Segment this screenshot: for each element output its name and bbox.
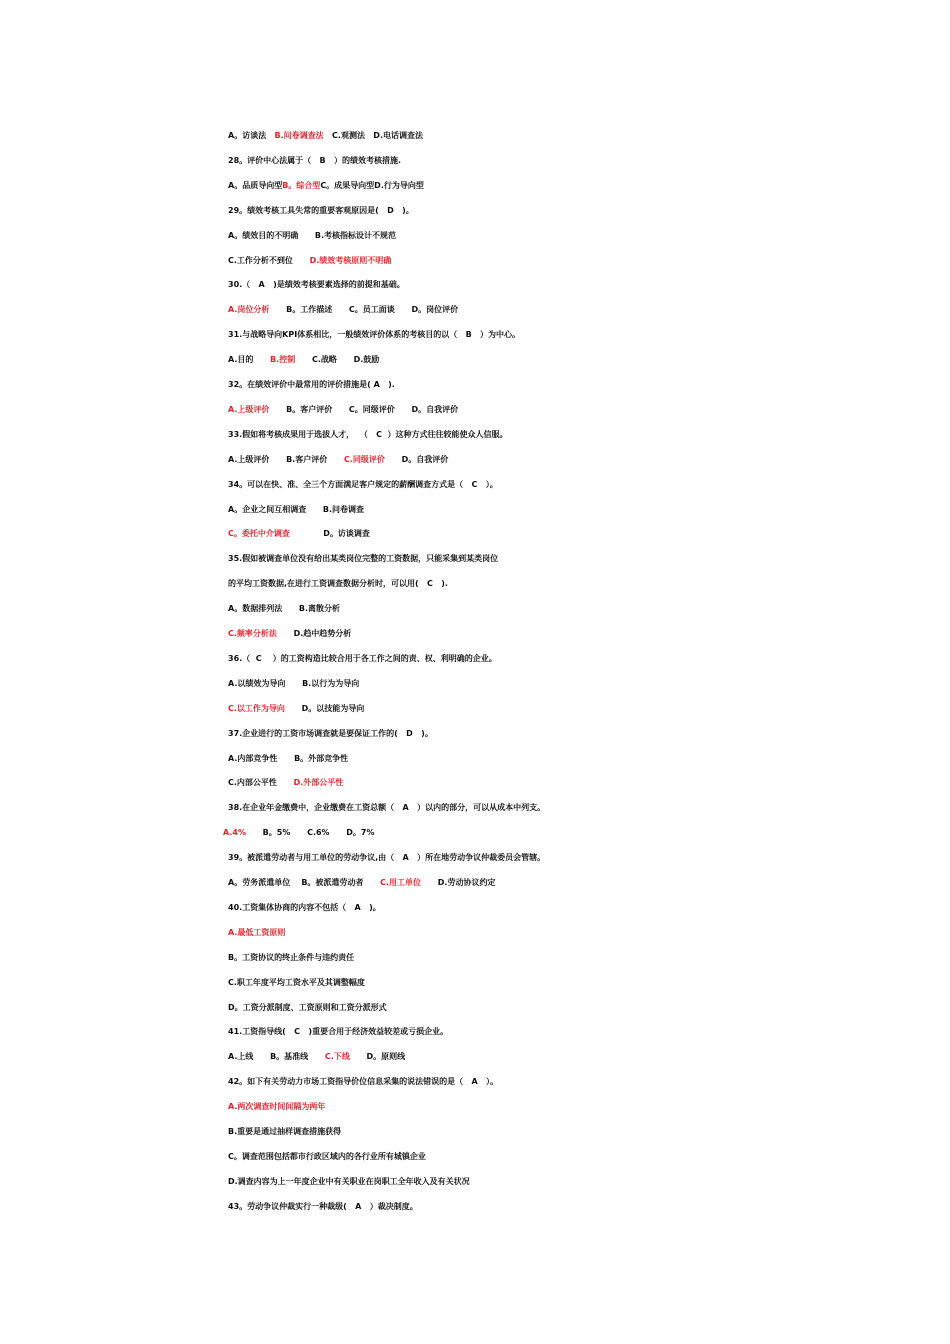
- line-text: D。以技能为导向: [284, 703, 365, 713]
- text-line: [228, 602, 340, 616]
- text-line: [228, 1125, 341, 1139]
- text-line: [228, 129, 423, 143]
- line-text: 35.假如被调查单位没有给出某类岗位完整的工资数据，只能采集到某类岗位: [228, 554, 499, 564]
- text-line: [228, 1025, 448, 1039]
- text-line: [228, 1150, 426, 1164]
- line-text: C。调查范围包括都市行政区域内的各行业所有城镇企业: [228, 1151, 426, 1161]
- line-text: A。品质导向型: [228, 180, 283, 190]
- text-line: [228, 1175, 470, 1189]
- text-line: [228, 428, 508, 442]
- answer-text: C.频率分析法: [228, 629, 277, 638]
- text-line: [228, 1075, 498, 1089]
- line-text: A.上级评价 B.客户评价: [228, 454, 344, 464]
- line-text: C.观测法 D.电话调查法: [323, 131, 423, 140]
- text-line: [228, 328, 520, 342]
- text-line: [228, 1100, 325, 1114]
- line-text: 41.工资指导线( C )重要合用于经济效益较差或亏损企业。: [228, 1027, 449, 1037]
- answer-text: B.问卷调查法: [274, 131, 324, 140]
- line-text: 34。可以在快、准、全三个方面满足客户规定的薪酬调查方式是（ C ）。: [228, 479, 498, 489]
- text-line: [228, 1001, 387, 1015]
- line-text: C.战略 D.鼓励: [295, 355, 380, 365]
- text-line: [228, 353, 379, 367]
- line-text: D.调查内容为上一年度企业中有关职业在岗职工全年收入及有关状况: [228, 1176, 470, 1186]
- line-text: B.重要是通过抽样调查措施获得: [228, 1127, 342, 1136]
- text-line: [228, 951, 354, 965]
- line-text: A。企业之间互相调查 B.问卷调查: [228, 504, 365, 514]
- answer-text: A.最低工资原则: [228, 927, 286, 937]
- text-line: [228, 552, 498, 566]
- line-text: B。客户评价 C。同级评价 D。自我评价: [269, 404, 459, 414]
- text-line: [228, 1200, 418, 1214]
- line-text: 29。绩效考核工具失常的重要客观原因是( D )。: [228, 205, 414, 215]
- answer-text: C.下线: [324, 1052, 350, 1062]
- line-text: D。自我评价: [384, 454, 449, 464]
- text-line: [223, 826, 375, 840]
- text-line: [228, 204, 414, 218]
- line-text: 37.企业进行的工资市场调查就是要保证工作的( D )。: [228, 728, 433, 738]
- line-text: A。数据排列法 B.离散分析: [228, 604, 341, 614]
- line-text: C。成果导向型D.行为导向型: [320, 180, 424, 190]
- text-line: [228, 278, 405, 292]
- text-line: [228, 702, 364, 716]
- text-line: [228, 154, 401, 168]
- line-text: 33.假如将考核成果用于选拔人才， （ C ）这种方式往往较能使众人信服。: [228, 429, 508, 439]
- text-line: [228, 652, 497, 666]
- answer-text: C.用工单位: [380, 878, 422, 887]
- line-text: B。工资协议的终止条件与违约责任: [228, 952, 355, 962]
- line-text: A.内部竞争性 B。外部竞争性: [228, 753, 349, 763]
- text-line: [228, 577, 448, 591]
- answer-text: B.控制: [270, 355, 296, 365]
- line-text: B。工作描述 C。员工面谈 D。岗位评价: [269, 305, 459, 315]
- line-text: 43。劳动争议仲裁实行一种裁级( A ）裁决制度。: [228, 1201, 418, 1211]
- text-line: [228, 627, 351, 641]
- text-line: [228, 503, 364, 517]
- text-line: [228, 776, 343, 790]
- answer-text: A.4%: [223, 828, 246, 838]
- line-text: 28。评价中心法属于（ B ）的绩效考核措施.: [228, 155, 401, 165]
- answer-text: B。综合型: [282, 180, 321, 190]
- text-line: [228, 926, 285, 940]
- text-line: [228, 851, 545, 865]
- text-line: [228, 403, 458, 417]
- line-text: 32。在绩效评价中最常用的评价措施是( A ).: [228, 380, 395, 389]
- line-text: 40.工资集体协商的内容不包括（ A )。: [228, 902, 381, 912]
- line-text: 38.在企业年金缴费中，企业缴费在工资总额（ A ）以内的部分，可以从成本中列支。: [228, 803, 546, 813]
- answer-text: A.上级评价: [228, 404, 270, 414]
- answer-text: C.以工作为导向: [228, 703, 285, 713]
- line-text: A。劳务派遣单位 B。被派遣劳动者: [228, 878, 381, 887]
- line-text: A。访谈法: [228, 131, 275, 140]
- text-line: [228, 752, 348, 766]
- line-text: A.目的: [228, 355, 271, 365]
- line-text: 39。被派遣劳动者与用工单位的劳动争议,由（ A ）所在地劳动争议仲裁委员会管辖。: [228, 853, 546, 863]
- text-line: [228, 901, 381, 915]
- text-line: [228, 1050, 405, 1064]
- text-line: [228, 727, 433, 741]
- text-line: [228, 478, 498, 492]
- line-text: D。原则线: [349, 1052, 406, 1062]
- text-line: [228, 801, 545, 815]
- text-line: [228, 303, 458, 317]
- answer-text: C。委托中介调查: [228, 529, 290, 539]
- line-text: A。绩效目的不明确 B.考核指标设计不规范: [228, 230, 397, 240]
- text-line: [228, 527, 370, 541]
- answer-text: D.外部公平性: [293, 778, 344, 788]
- line-text: A.以绩效为导向 B.以行为为导向: [228, 678, 360, 688]
- line-text: C.职工年度平均工资水平及其调整幅度: [228, 977, 365, 987]
- line-text: A.上线 B。基准线: [228, 1052, 325, 1062]
- line-text: D。工资分派制度、工资原则和工资分派形式: [228, 1002, 387, 1012]
- text-line: [228, 677, 359, 691]
- line-text: 30.（ A )是绩效考核要素选择的前提和基础。: [228, 280, 405, 290]
- text-line: [228, 976, 365, 990]
- answer-text: D.绩效考核原则不明确: [309, 255, 392, 265]
- line-text: C.内部公平性: [228, 778, 294, 788]
- line-text: B。5% C.6% D。7%: [245, 828, 375, 838]
- line-text: D。访谈调查: [289, 529, 370, 539]
- text-line: [228, 453, 448, 467]
- text-line: [228, 229, 396, 243]
- line-text: C.工作分析不到位: [228, 255, 310, 265]
- answer-text: A.岗位分析: [228, 305, 270, 315]
- line-text: D.劳动协议约定: [421, 878, 496, 887]
- text-line: [228, 179, 424, 193]
- text-line: [228, 378, 395, 392]
- line-text: 31.与战略导向KPI体系相比，一般绩效评价体系的考核目的以（ B ）为中心。: [228, 330, 521, 340]
- line-text: D.趋中趋势分析: [276, 629, 352, 638]
- answer-text: A.两次调查时间间隔为两年: [228, 1102, 326, 1112]
- text-line: [228, 876, 495, 890]
- line-text: 36.（ C ）的工资构造比较合用于各工作之间的责、权、利明确的企业。: [228, 653, 497, 663]
- answer-text: C.同级评价: [343, 454, 385, 464]
- text-line: [228, 254, 391, 268]
- line-text: 42。如下有关劳动力市场工资指导价位信息采集的说法错误的是（ A ）。: [228, 1077, 499, 1087]
- line-text: 的平均工资数据,在进行工资调查数据分析时，可以用( C ).: [228, 579, 448, 589]
